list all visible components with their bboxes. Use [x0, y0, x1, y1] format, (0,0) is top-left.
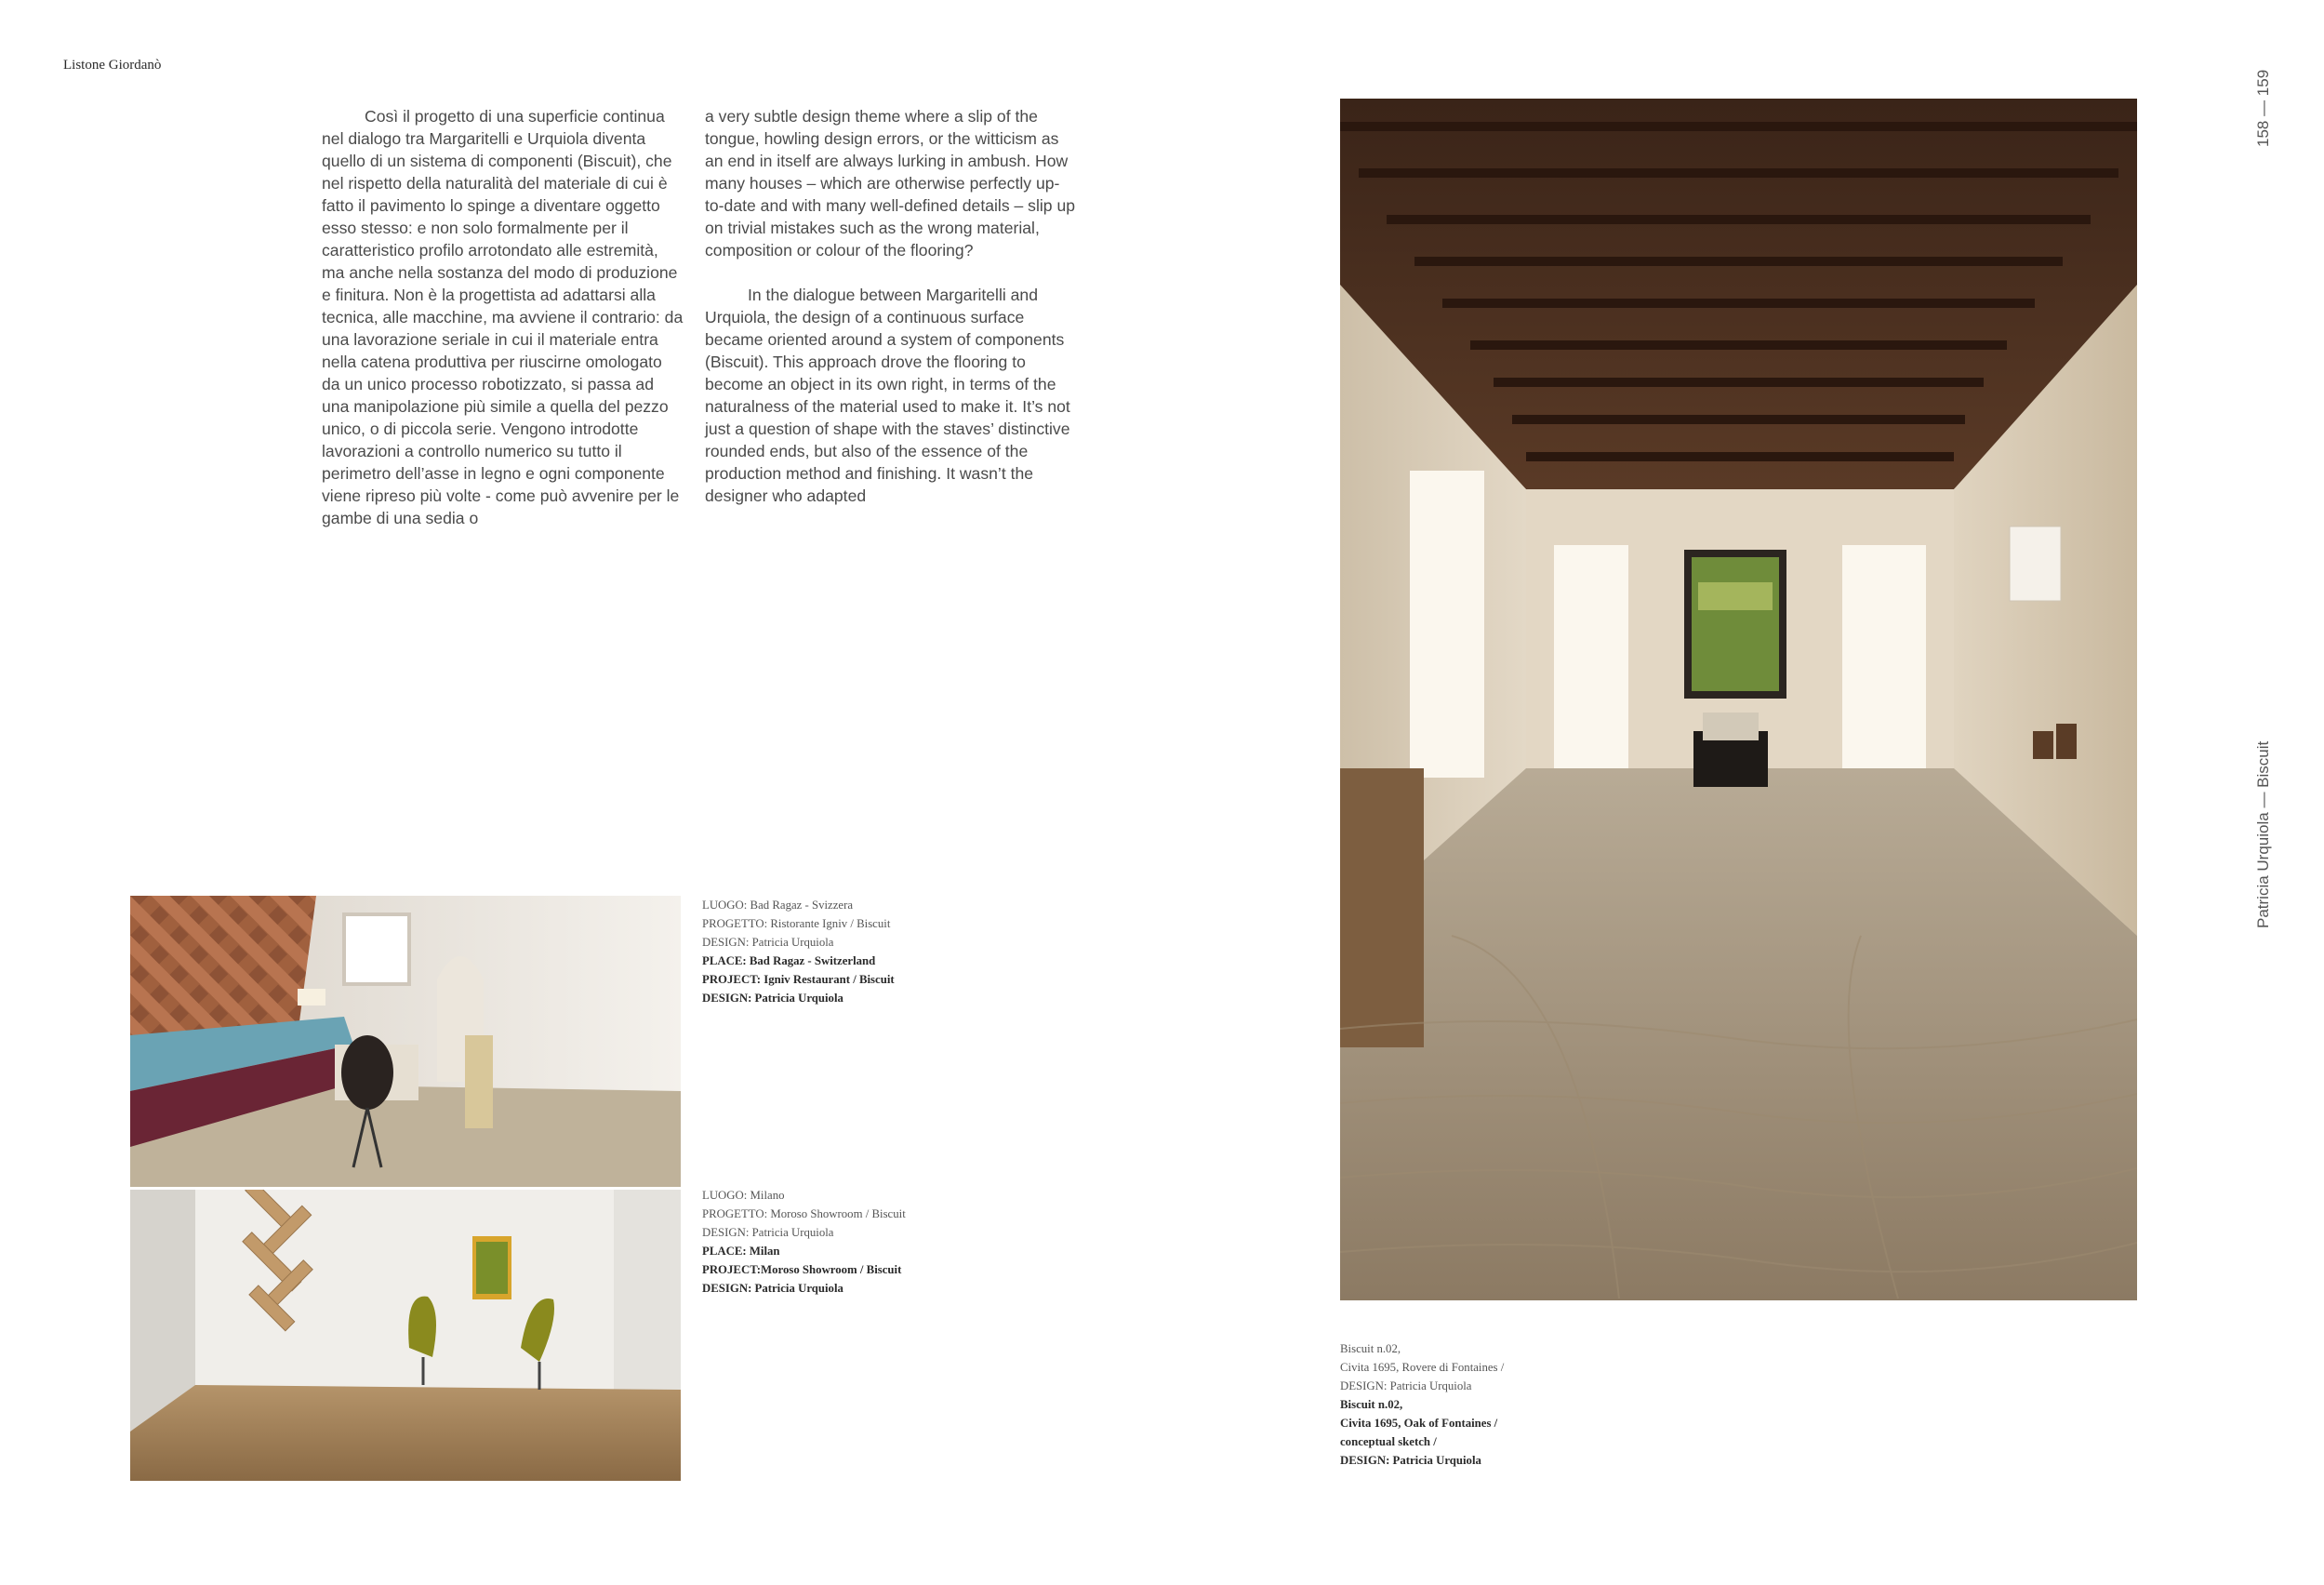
caption-line: PLACE: Milan	[702, 1245, 780, 1258]
caption-line: DESIGN: Patricia Urquiola	[1340, 1379, 1472, 1392]
caption-line: DESIGN: Patricia Urquiola	[702, 1282, 843, 1295]
brand-name: Listone Giordanò	[63, 58, 162, 73]
caption-line: LUOGO: Bad Ragaz - Svizzera	[702, 899, 854, 912]
caption-line: LUOGO: Milano	[702, 1189, 785, 1202]
interior-illustration	[1340, 99, 2137, 1300]
restaurant-photo	[130, 896, 681, 1187]
section-title: Patricia Urquiola — Biscuit	[2254, 740, 2272, 928]
english-text-column	[705, 105, 1077, 529]
caption-line: PROJECT: Igniv Restaurant / Biscuit	[702, 973, 895, 986]
showroom-photo	[130, 1190, 681, 1481]
caption-line: conceptual sketch /	[1340, 1435, 1437, 1448]
caption-line: PLACE: Bad Ragaz - Switzerland	[702, 954, 876, 967]
restaurant-illustration	[130, 896, 681, 1187]
english-paragraph: In the dialogue between Margaritelli and Urquiola, the design of a continuous surface became oriented around a system of components (Biscuit). This approach drove the flooring to become an object in its own right, in terms of the naturalness of the material used to make it. It’s not just a question of shape with the staves’ distinctive rounded ends, but also of the essence of the production method and finishing. It wasn’t the designer who adapted	[705, 286, 1070, 505]
italian-paragraph: Così il progetto di una superficie continua nel dialogo tra Margaritelli e Urquiola diventa quello di un sistema di componenti (Biscuit), che nel rispetto della naturalità del materiale di cui è fatto il pavimento lo spinge a diventare oggetto esso stesso: e non solo formalmente per il caratteristico profilo arrotondato alle estremità, ma anche nella sostanza del modo di produzione e finitura. Non è la progettista ad adattarsi alla tecnica, alle macchine, ma avviene il contrario: da una lavorazione seriale in cui il materiale entra nella catena produttiva per riuscirne omologato da un unico processo robotizzato, si passa ad una manipolazione più simile a quella del pezzo unico, o di piccola serie. Vengono introdotte lavorazioni a controllo numerico su tutto il perimetro dell’asse in legno e ogni componente viene ripreso più volte - come può avvenire per le gambe di una sedia o	[322, 107, 684, 527]
caption-line: PROGETTO: Ristorante Igniv / Biscuit	[702, 917, 891, 930]
restaurant-caption	[702, 896, 895, 1007]
caption-line: DESIGN: Patricia Urquiola	[1340, 1454, 1481, 1467]
caption-line: PROGETTO: Moroso Showroom / Biscuit	[702, 1207, 906, 1220]
caption-line: Biscuit n.02,	[1340, 1398, 1403, 1411]
caption-line: Civita 1695, Oak of Fontaines /	[1340, 1417, 1498, 1430]
showroom-illustration	[130, 1190, 681, 1481]
caption-line: DESIGN: Patricia Urquiola	[702, 1226, 834, 1239]
main-photo-caption	[1340, 1339, 1504, 1470]
showroom-caption	[702, 1186, 906, 1298]
caption-line: PROJECT:Moroso Showroom / Biscuit	[702, 1263, 902, 1276]
english-paragraph: a very subtle design theme where a slip of the tongue, howling design errors, or the witticism as an end in itself are always lurking in ambush. How many houses – which are otherwise perfectly up-to-date and with many well-defined details – slip up on trivial mistakes such as the wrong material, composition or colour of the flooring?	[705, 107, 1076, 260]
caption-line: DESIGN: Patricia Urquiola	[702, 936, 834, 949]
caption-line: DESIGN: Patricia Urquiola	[702, 992, 843, 1005]
caption-line: Biscuit n.02,	[1340, 1342, 1401, 1355]
italian-text-column	[322, 105, 684, 552]
caption-line: Civita 1695, Rovere di Fontaines /	[1340, 1361, 1505, 1374]
main-interior-photo	[1340, 99, 2137, 1300]
page-numbers: 158 — 159	[2254, 69, 2272, 147]
